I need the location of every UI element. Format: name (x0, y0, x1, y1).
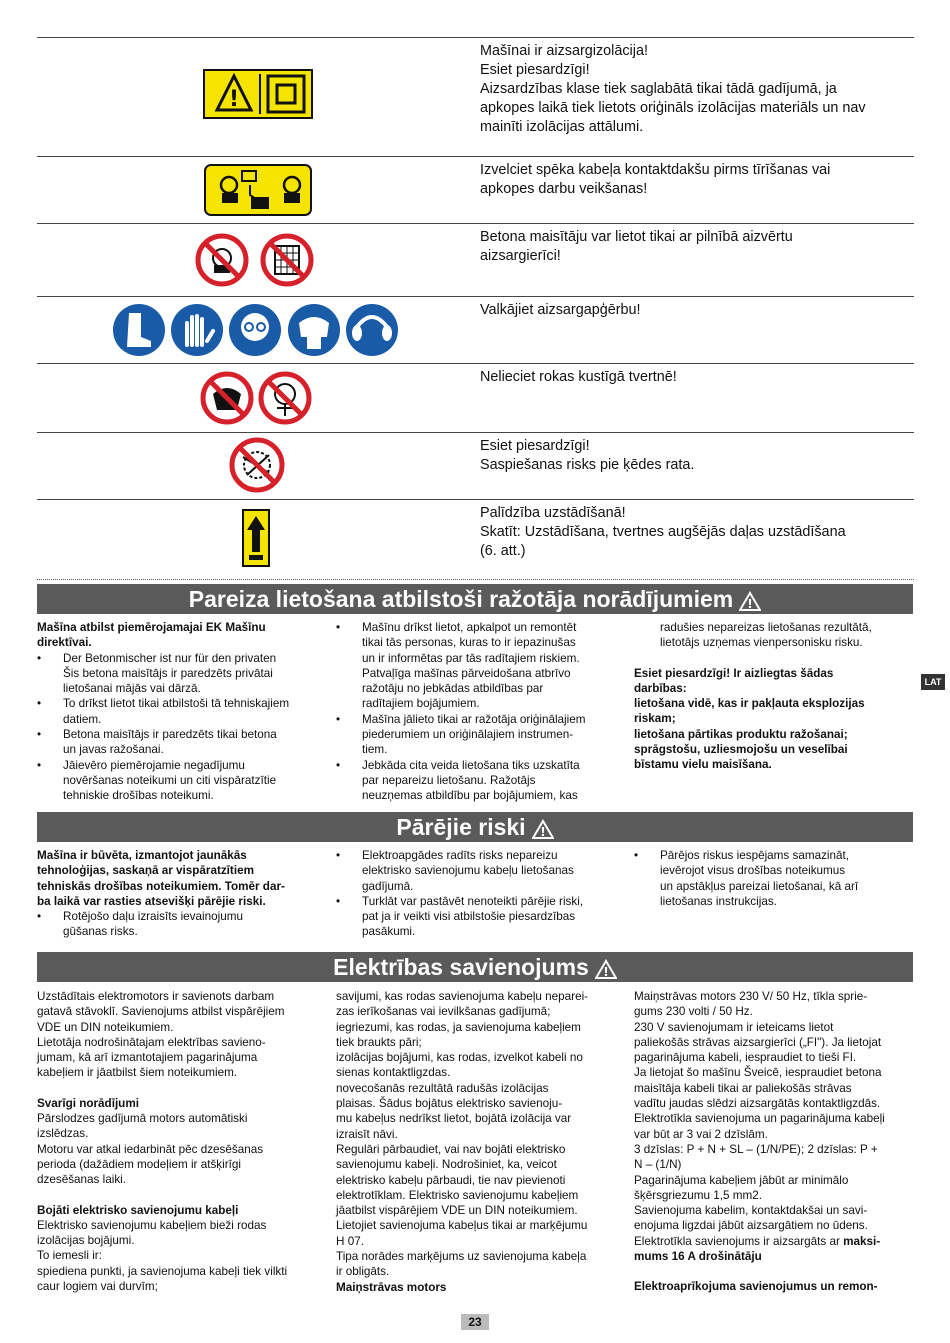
text-line (336, 1065, 588, 1080)
text: Lietotāja nodrošinātajam elektrības savieno- (37, 1035, 266, 1049)
electric-col-3 (634, 989, 885, 1295)
text-line (634, 1249, 885, 1264)
text-line (37, 1218, 287, 1233)
text-line (634, 1142, 885, 1157)
bullet: • (37, 728, 42, 742)
text: zas ierīkošanas vai ievilkšanas gadījumā; (336, 1005, 551, 1019)
text-line (336, 1188, 588, 1203)
text-line (37, 788, 289, 803)
text-line (634, 863, 858, 878)
text-line (37, 1035, 287, 1050)
text: maisītāja kabeli tikai ar paliekošās strāvas (634, 1081, 852, 1095)
chain-wheel-crush-icon (37, 433, 477, 500)
text-line (634, 1035, 885, 1050)
bullet: • (37, 651, 42, 665)
text-line (336, 1096, 588, 1111)
text: To iemesli ir: (37, 1249, 102, 1263)
text-line (634, 635, 872, 650)
text: tiem. (362, 743, 388, 757)
text: elektrisko kabeļu pārbaudi, tie nav pievienoti (336, 1173, 566, 1187)
text: N – (1/N) (634, 1158, 682, 1172)
section-header-electric (37, 952, 913, 982)
text: H 07. (336, 1234, 364, 1248)
usage-col-3 (634, 620, 872, 773)
svg-text:!: ! (747, 596, 753, 611)
text: Maiņstrāvas motors (336, 1280, 447, 1294)
text: Jebkāda cita veida lietošana tiks uzskatīta (362, 758, 580, 772)
text-line (336, 879, 583, 894)
svg-text:!: ! (539, 824, 546, 839)
safety-row (37, 432, 914, 500)
section-title: Pareiza lietošana atbilstoši ražotāja norādījumiem (188, 586, 734, 612)
text-line (634, 894, 858, 909)
text: gatavā stāvoklī. Savienojums atbilst vispārējiem (37, 1005, 285, 1019)
safety-row (37, 156, 914, 224)
text-line (37, 1142, 287, 1157)
usage-col-1 (37, 620, 289, 804)
text: vadītu jaudas slēdzi aizsargātās kontaktligzdās. (634, 1097, 881, 1111)
text: 3 dzīslas: P + N + SL – (1/N/PE); 2 dzīslas: P + (634, 1142, 878, 1156)
text-line (37, 742, 289, 757)
text-line (634, 1127, 885, 1142)
safety-row (37, 223, 914, 297)
text: lietošanas instrukcijas. (660, 894, 777, 908)
safety-text: Nelieciet rokas kustīgā tvertnē! (480, 369, 677, 385)
text-line (37, 758, 289, 773)
text: Lietojiet savienojuma kabeļus tikai ar marķējumu (336, 1219, 588, 1233)
text: Elektroapgādes radīts risks nepareizu (362, 849, 558, 862)
text-line (634, 1264, 885, 1279)
text-line (336, 773, 585, 788)
text: Mašīna ir būvēta, izmantojot jaunākās (37, 849, 247, 862)
text-line (336, 758, 585, 773)
text: Uzstādītais elektromotors ir savienots darbam (37, 990, 275, 1003)
text-line (37, 651, 289, 666)
safety-text: Mašīnai ir aizsargizolācija! Esiet piesardzīgi! Aizsardzības klase tiek saglabātā tikai tādā gadījumā, ja apkopes laikā tiek lietots oriģināls izolācijas materiāls un nav mainīti izolācijas attālumi. (480, 43, 866, 135)
text: piederumiem un oriģinālajiem instrumen- (362, 728, 574, 742)
text-line (37, 620, 289, 635)
text-line (37, 1111, 287, 1126)
double-insulation-warning-icon (37, 38, 477, 157)
text: var būt ar 3 vai 2 dzīslām. (634, 1127, 768, 1141)
safety-text: Palīdzība uzstādīšanā! Skatīt: Uzstādīšana, tvertnes augšējās daļas uzstādīšana (6. att.) (480, 505, 846, 559)
safety-text: Valkājiet aizsargapģērbu! (480, 302, 641, 318)
text-line (37, 635, 289, 650)
text: Svarīgi norādījumi (37, 1096, 139, 1110)
text-line (336, 635, 585, 650)
text-line (634, 1050, 885, 1065)
safety-row (37, 499, 914, 580)
text: iegriezumi, kas rodas, ja savienojuma kabeļiem (336, 1020, 581, 1034)
text: un ir informētas par tās radītajiem riskiem. (362, 651, 580, 665)
text-line (336, 924, 583, 939)
text: spiediena punkti, ja savienojuma kabeļi tiek vilkti (37, 1264, 288, 1278)
text: izslēdzas. (37, 1127, 89, 1141)
text: savijumi, kas rodas savienojuma kabeļu neparei- (336, 990, 589, 1003)
text-line (336, 1127, 588, 1142)
safety-row (37, 363, 914, 433)
bullet: • (37, 758, 42, 772)
text-line (336, 1218, 588, 1233)
text-line (634, 727, 872, 742)
text-line (37, 773, 289, 788)
text-line (336, 1111, 588, 1126)
text-line (634, 848, 858, 863)
text: To drīkst lietot tikai atbilstoši tā tehniskajiem (63, 697, 290, 711)
text-line (37, 1264, 287, 1279)
text-line (37, 1172, 287, 1187)
text-line (634, 989, 885, 1004)
text-line (634, 1096, 885, 1111)
text-line (336, 788, 585, 803)
text: Savienojuma kabelim, kontaktdakšai un savi- (634, 1204, 868, 1218)
text: lietošana vidē, kas ir pakļauta eksplozijas (634, 697, 865, 711)
text: izolācijas bojājumi, kas rodas, izvelkot kabeli no (336, 1051, 583, 1065)
text: bīstamu vielu maisīšana. (634, 758, 772, 772)
bullet: • (37, 910, 42, 924)
text-line (634, 742, 872, 757)
electric-col-2 (336, 989, 588, 1295)
text: Regulāri pārbaudiet, vai nav bojāti elektrisko (336, 1142, 566, 1156)
text-line (634, 666, 872, 681)
text-line (336, 909, 583, 924)
text-line (634, 1157, 885, 1172)
text-line (336, 848, 583, 863)
text-line (37, 696, 289, 711)
text-line (37, 1081, 287, 1096)
text-line (37, 1157, 287, 1172)
text: elektrotīklam. Elektrisko savienojumu kabeļiem (336, 1188, 579, 1202)
bullet: • (37, 697, 42, 711)
text: Jāievēro piemērojamie negadījumu (63, 758, 245, 772)
text-line (634, 1203, 885, 1218)
text: izraisīt nāvi. (336, 1127, 398, 1141)
text-line (37, 1203, 287, 1218)
text-line (37, 1065, 287, 1080)
bullet: • (336, 894, 341, 908)
text: novecošanās rezultātā radušās izolācijas (336, 1081, 549, 1095)
text: neuzņemas atbildību par bojājumiem, kas (362, 789, 578, 803)
text-line (634, 651, 872, 666)
text-line (336, 696, 585, 711)
text: jāatbilst vispārējiem VDE un DIN noteikumiem. (336, 1204, 578, 1218)
text: Šis betona maisītājs ir paredzēts privātai (63, 666, 273, 680)
text: ir obligāts. (336, 1265, 390, 1279)
text: pagarinājuma kabeli, iespraudiet to tieši FI. (634, 1051, 857, 1065)
text-line (37, 681, 289, 696)
bullet: • (634, 849, 639, 862)
text: Elektrisko savienojumu kabeļiem bieži rodas (37, 1218, 267, 1232)
text: mums 16 A drošinātāju (634, 1250, 762, 1264)
text: jumam, kā arī izmantotajiem pagarinājuma (37, 1051, 258, 1065)
text-line (336, 727, 585, 742)
text-line (336, 681, 585, 696)
text-line (634, 696, 872, 711)
text-line (634, 711, 872, 726)
text: tehnoloģijas, saskaņā ar vispāratzītiem (37, 864, 254, 878)
text-line (634, 1218, 885, 1233)
text: Patvaļīga mašīnas pārveidošana atbrīvo (362, 666, 571, 680)
text: Pārējos riskus iespējams samazināt, (660, 849, 850, 862)
warning-triangle-icon (739, 591, 761, 611)
text-line (634, 1188, 885, 1203)
text: tiek braukts pāri; (336, 1035, 422, 1049)
text: pat ja ir veikti visi atbilstošie piesardzības (362, 910, 576, 924)
safety-text: Betona maisītāju var lietot tikai ar pilnībā aizvērtu aizsargierīci! (480, 229, 793, 264)
page-number: 23 (461, 1314, 489, 1330)
text: radušies nepareizas lietošanas rezultātā, (660, 621, 872, 634)
text: un javas ražošanai. (63, 743, 164, 757)
risks-col-1 (37, 848, 285, 940)
text-line (37, 863, 285, 878)
text: radītajiem bojājumiem. (362, 697, 480, 711)
text: tikai tās personas, kuras to ir iepazinušas (362, 636, 576, 650)
wear-protective-equipment-icon (37, 297, 477, 364)
text-line (634, 1234, 885, 1249)
text: dzesēšanas laiki. (37, 1173, 127, 1187)
text-line (634, 1004, 885, 1019)
bullet: • (336, 712, 341, 726)
text: Maiņstrāvas motors 230 V/ 50 Hz, tīkla sprie- (634, 990, 868, 1003)
text: paliekošās strāvas aizsargierīci („FI"). Ja lietojat (634, 1035, 882, 1049)
text: enojuma ligzdai jābūt aizsargātiem no ūdens. (634, 1219, 868, 1233)
text-line (37, 1188, 287, 1203)
text-line (634, 1173, 885, 1188)
text-line (336, 1081, 588, 1096)
safety-text: Izvelciet spēka kabeļa kontaktdakšu pirms tīrīšanas vai apkopes darbu veikšanas! (480, 162, 831, 197)
text: gūšanas risks. (63, 925, 138, 939)
text: Tipa norādes marķējums uz savienojuma kabeļa (336, 1250, 587, 1264)
text-line (336, 666, 585, 681)
text-line (336, 1004, 588, 1019)
warning-triangle-icon (532, 819, 554, 839)
text-line (37, 848, 285, 863)
risks-col-2 (336, 848, 583, 940)
text: direktīvai. (37, 636, 92, 650)
no-operation-without-guard-icon (37, 224, 477, 297)
text: VDE un DIN noteikumiem. (37, 1020, 174, 1034)
text: ievērojot visus drošības noteikumus (660, 864, 846, 878)
text: gadījumā. (362, 879, 414, 893)
text-line (336, 620, 585, 635)
section-title: Elektrības savienojums (333, 954, 589, 980)
text-line (634, 1111, 885, 1126)
text-line (634, 1065, 885, 1080)
text: Mašīna atbilst piemērojamajai EK Mašīnu (37, 621, 266, 634)
bullet: • (336, 621, 341, 634)
no-hands-in-drum-icon (37, 364, 477, 433)
text-line (336, 651, 585, 666)
text-line (336, 1280, 588, 1295)
text-line (336, 863, 583, 878)
text: Betona maisītājs ir paredzēts tikai betona (63, 728, 277, 742)
text-line (336, 1157, 588, 1172)
text: Mašīnu drīkst lietot, apkalpot un remontēt (362, 621, 577, 634)
text-line (37, 879, 285, 894)
text-line (336, 1264, 588, 1279)
text-line (37, 1233, 287, 1248)
text: Der Betonmischer ist nur für den privaten (63, 651, 277, 665)
text: mu kabeļus nedrīkst lietot, bojātā izolācija var (336, 1112, 572, 1126)
text-line (336, 1035, 588, 1050)
text: Rotējošo daļu izraisīts ievainojumu (63, 910, 243, 924)
text-line (37, 989, 287, 1004)
text-line (336, 1249, 588, 1264)
text: perioda (dažādiem modeļiem ir atšķirīgi (37, 1157, 241, 1171)
text: Elektrotīkla savienojums ir aizsargāts ar maksi- (634, 1234, 881, 1248)
text: kabeļiem ir jāatbilst šiem noteikumiem. (37, 1066, 238, 1080)
text: Elektrotīkla savienojuma un pagarinājuma kabeļi (634, 1112, 885, 1126)
text: par nepareizu lietošanu. Ražotājs (362, 773, 536, 787)
text: caur logiem vai durvīm; (37, 1280, 158, 1294)
text-line (37, 1096, 287, 1111)
text-line (634, 1279, 885, 1294)
text: šķērsgriezumu 1,5 mm2. (634, 1188, 762, 1202)
text: Esiet piesardzīgi! Ir aizliegtas šādas (634, 666, 834, 680)
text-line (336, 894, 583, 909)
safety-row (37, 37, 914, 157)
text-line (336, 742, 585, 757)
text: Pārslodzes gadījumā motors automātiski (37, 1112, 248, 1126)
text-line (336, 1234, 588, 1249)
text: Pagarinājuma kabeļiem jābūt ar minimālo (634, 1173, 849, 1187)
text-line (336, 1142, 588, 1157)
text: lietotājs uzņemas vienpersonisku risku. (660, 636, 863, 650)
safety-text: Esiet piesardzīgi! Saspiešanas risks pie ķēdes rata. (480, 438, 695, 473)
unplug-before-cleaning-icon (37, 157, 477, 224)
bullet: • (336, 849, 341, 862)
text: datiem. (63, 712, 102, 726)
text: ražotāju no jebkādas atbildības par (362, 682, 544, 696)
text-line (634, 1020, 885, 1035)
text: plaisas. Šādus bojātus elektrisko savienoju- (336, 1097, 563, 1111)
text: 230 V savienojumam ir ieteicams lietot (634, 1020, 834, 1034)
text: sienas kontaktligzdas. (336, 1066, 451, 1080)
text-line (634, 879, 858, 894)
text: Elektroaprīkojuma savienojumus un remon- (634, 1280, 878, 1294)
text: Motoru var atkal iedarbināt pēc dzesēšanas (37, 1142, 264, 1156)
table-divider (37, 579, 914, 580)
svg-text:!: ! (228, 87, 240, 112)
language-tab: LAT (921, 674, 945, 690)
text-line (336, 712, 585, 727)
section-title: Pārējie riski (396, 814, 526, 840)
svg-text:!: ! (603, 964, 609, 979)
text-line (336, 1050, 588, 1065)
text-line (37, 712, 289, 727)
text: pasākumi. (362, 925, 416, 939)
text-line (37, 924, 285, 939)
text-line (37, 1279, 287, 1294)
bullet: • (336, 758, 341, 772)
text-line (634, 1081, 885, 1096)
text: tehniskie drošības noteikumi. (63, 789, 214, 803)
text: lietošanai mājās vai dārzā. (63, 682, 201, 696)
text-line (336, 1203, 588, 1218)
text-line (336, 989, 588, 1004)
text-line (37, 1126, 287, 1141)
text-line (37, 666, 289, 681)
text: riskam; (634, 712, 676, 726)
text-line (634, 681, 872, 696)
section-header-usage (37, 584, 913, 614)
text-line (37, 909, 285, 924)
text-line (37, 1248, 287, 1263)
text-line (37, 1004, 287, 1019)
text: Ja lietojat šo mašīnu Šveicē, iespraudiet betona (634, 1066, 882, 1080)
text: ba laikā var rasties atsevišķi pārējie riski. (37, 894, 266, 908)
text: elektrisko savienojumu kabeļu lietošanas (362, 864, 574, 878)
text-line (37, 727, 289, 742)
text: gums 230 volti / 50 Hz. (634, 1005, 753, 1019)
safety-row (37, 296, 914, 364)
text-line (37, 894, 285, 909)
warning-triangle-icon (595, 959, 617, 979)
text: izolācijas bojājumi. (37, 1234, 135, 1248)
text-line (37, 1050, 287, 1065)
text: Mašīna jālieto tikai ar ražotāja oriģinālajiem (362, 712, 586, 726)
text: un apstākļus pareizai lietošanai, kā arī (660, 879, 859, 893)
text: Bojāti elektrisko savienojumu kabeļi (37, 1203, 239, 1217)
text-line (336, 1173, 588, 1188)
text: sprāgstošu, uzliesmojošu un veselībai (634, 743, 848, 757)
text-line (634, 757, 872, 772)
section-header-risks (37, 812, 913, 842)
usage-col-2 (336, 620, 585, 804)
electric-col-1 (37, 989, 287, 1294)
text-line (634, 620, 872, 635)
risks-col-3 (634, 848, 858, 909)
text: savienojumu kabeļi. Nodrošiniet, ka, veicot (336, 1158, 557, 1172)
text: Turklāt var pastāvēt nenoteikti pārējie riski, (362, 894, 584, 908)
text-line (37, 1020, 287, 1035)
text: lietošana pārtikas produktu ražošanai; (634, 727, 848, 741)
text: novēršanas noteikumi un citi vispāratzītie (63, 773, 277, 787)
text-line (336, 1020, 588, 1035)
text: darbības: (634, 681, 687, 695)
text: tehniskās drošības noteikumiem. Tomēr dar- (37, 879, 285, 893)
assembly-help-arrow-icon (37, 500, 477, 580)
